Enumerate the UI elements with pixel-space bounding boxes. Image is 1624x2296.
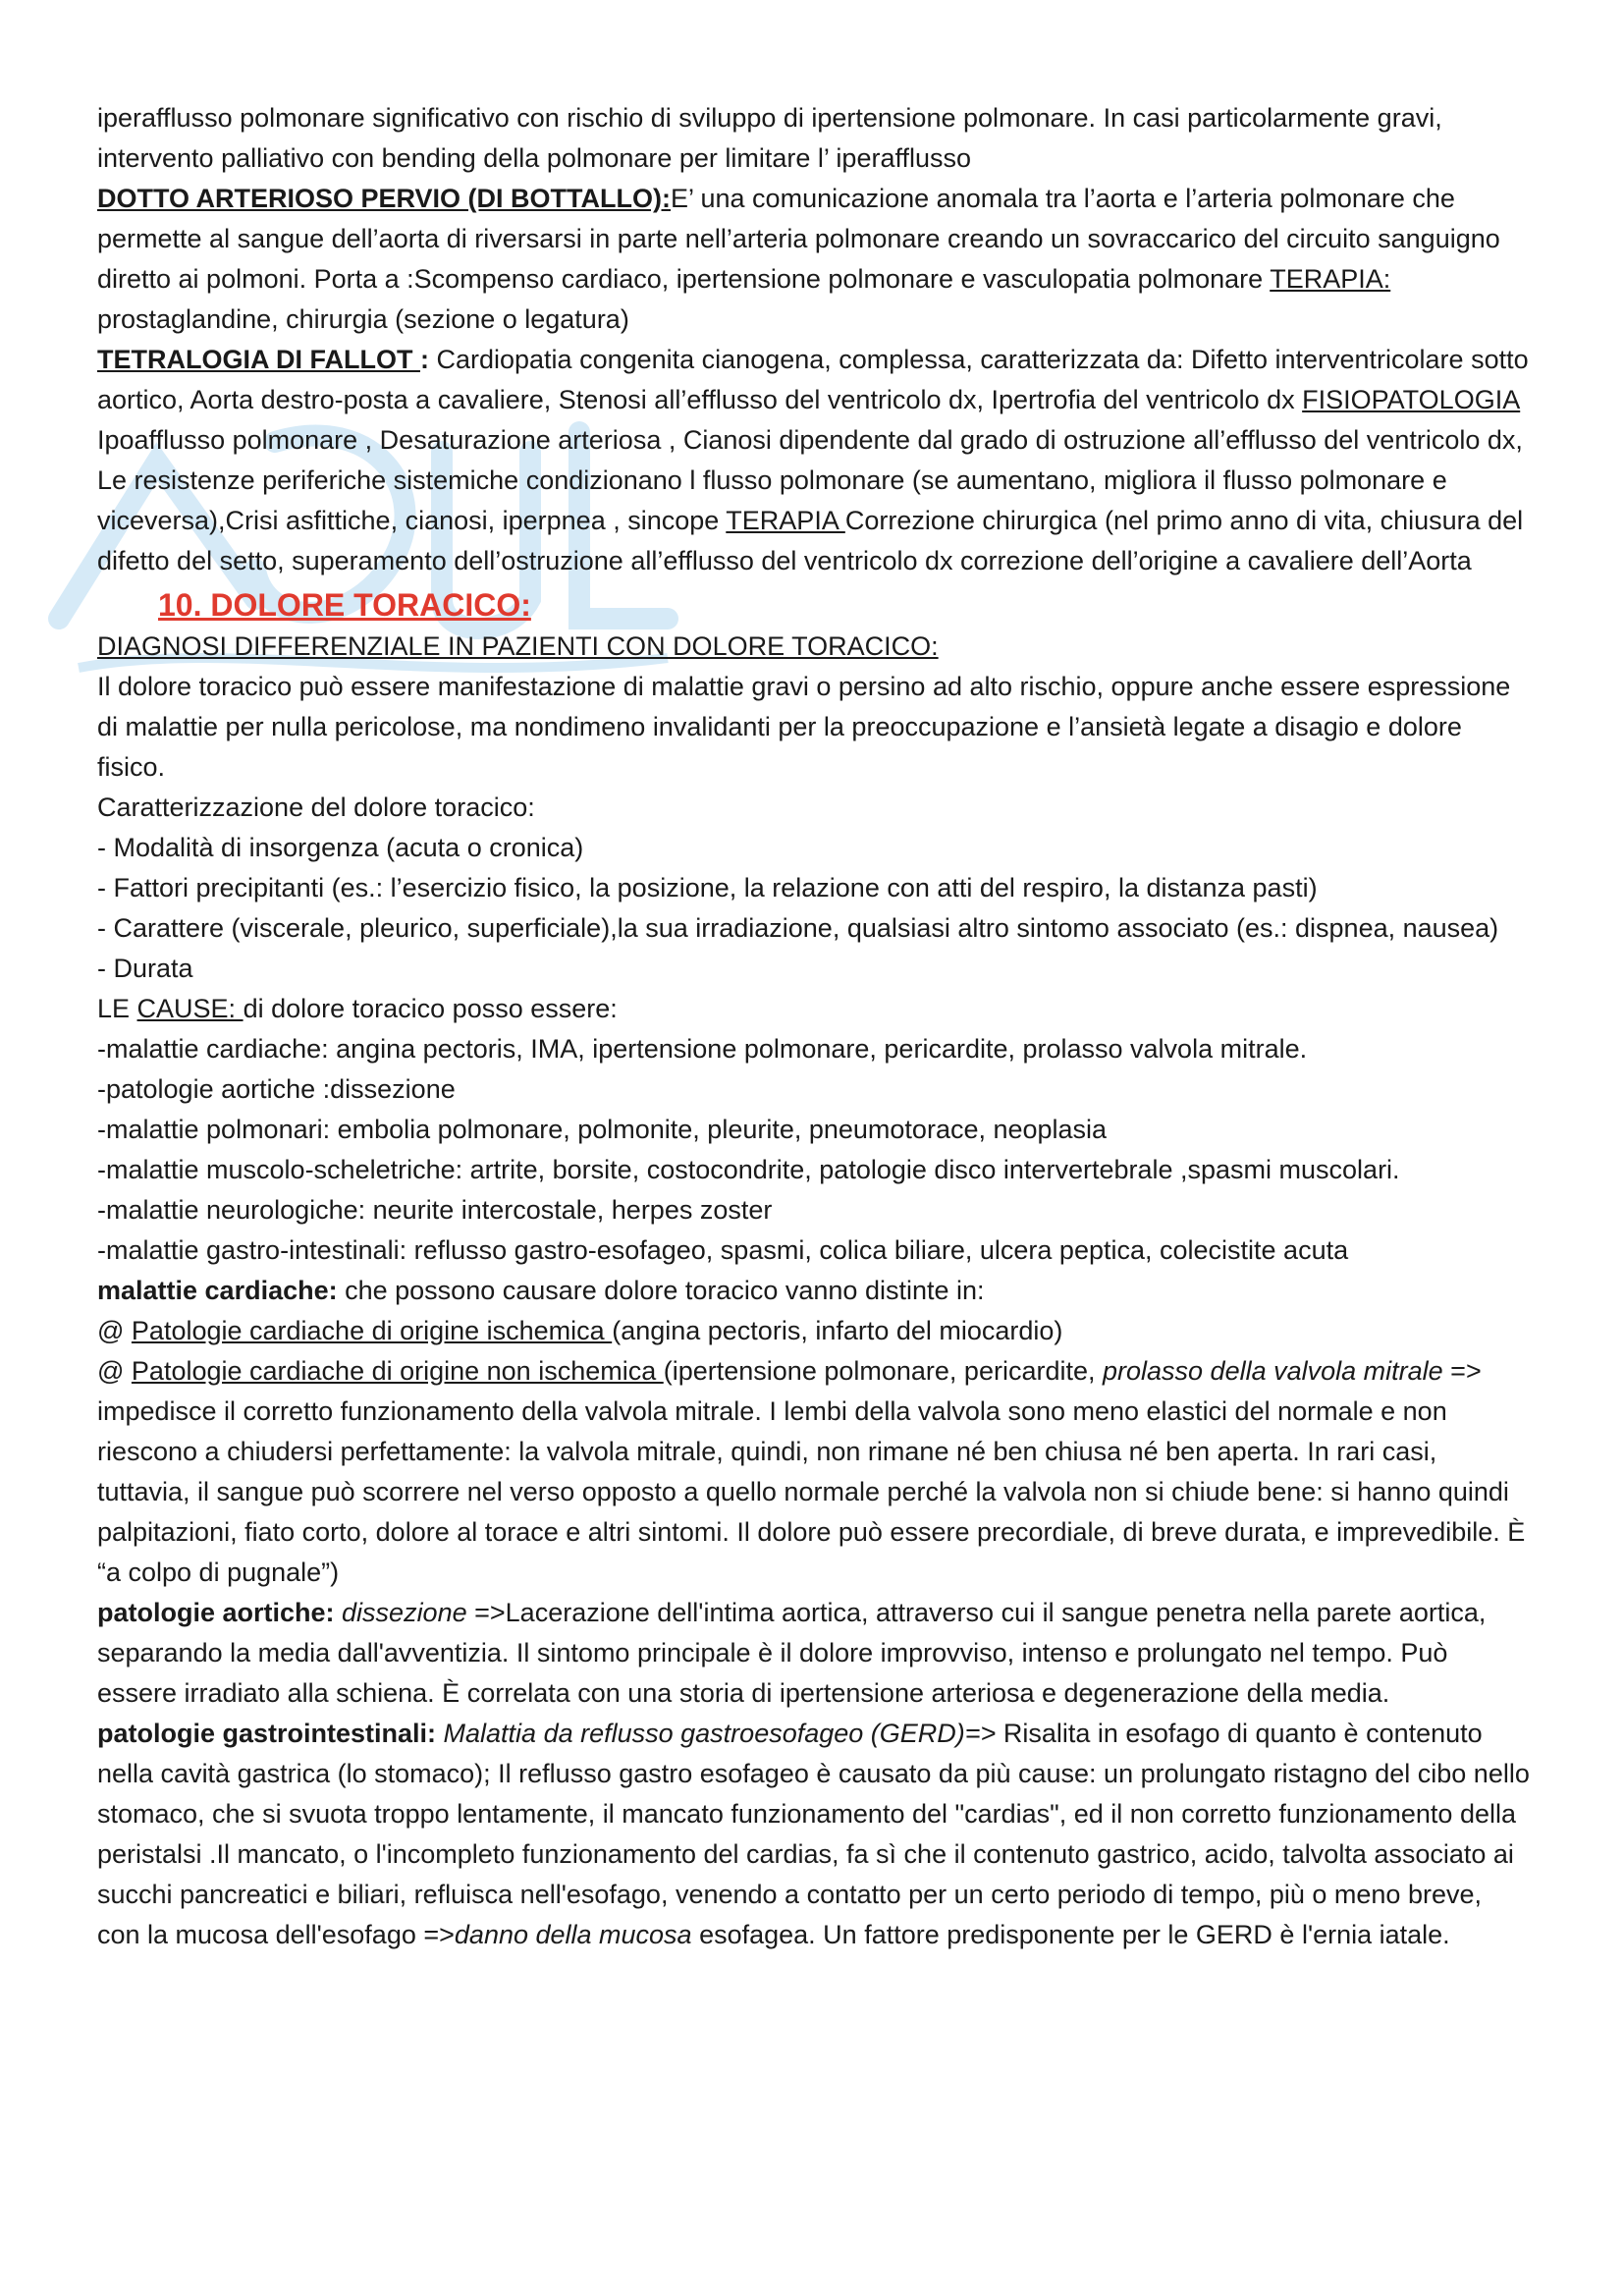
paragraph-tetralogia (97, 340, 1531, 581)
ischemica-text: (angina pectoris, infarto del miocardio) (612, 1316, 1063, 1345)
paragraph-iperafflusso (97, 98, 1531, 179)
gerd-italic: Malattia da reflusso gastroesofageo (GERD)=> (436, 1719, 997, 1748)
paragraph-gastro (97, 1714, 1531, 1955)
aortiche-label: patologie aortiche: (97, 1598, 335, 1627)
caratterizzazione-title: Caratterizzazione del dolore toracico: (97, 793, 535, 822)
tetralogia-terapia-text: Correzione chirurgica (nel primo anno di vita, chiusura del difetto del setto, superamento dell’ostruzione all’efflusso del ventricolo dx correzione dell’origine a cavaliere dell’Aorta (97, 506, 1524, 575)
caratt-item: - Carattere (viscerale, pleurico, superficiale),la sua irradiazione, qualsiasi altro sintomo associato (es.: dispnea, nausea) (97, 913, 1499, 943)
non-ischemica-text-2: => impedisce il corretto funzionamento della valvola mitrale. I lembi della valvola sono meno elastici del normale e non riescono a chiudersi perfettamente: la valvola mitrale, quindi, non rimane né ben chiusa né ben aperta. In rari casi, tuttavia, il sangue può scorrere nel verso opposto a quello normale perché la valvola non si chiude bene: si hanno quindi palpitazioni, fiato corto, dolore al torace e altri sintomi. Il dolore può essere precordiale, di breve durata, e imprevedibile. È “a colpo di pugnale”) (97, 1356, 1526, 1587)
non-ischemica-text: (ipertensione polmonare, pericardite, (663, 1356, 1103, 1386)
document-body (97, 98, 1531, 1955)
tetralogia-label: TETRALOGIA DI FALLOT (97, 345, 420, 374)
ischemica-label: Patologie cardiache di origine ischemica (131, 1316, 613, 1345)
paragraph-dotto-arterioso (97, 179, 1531, 340)
cause-item: -malattie polmonari: embolia polmonare, polmonite, pleurite, pneumotorace, neoplasia (97, 1115, 1108, 1144)
cause-item: -malattie gastro-intestinali: reflusso gastro-esofageo, spasmi, colica biliare, ulcera peptica, colecistite acuta (97, 1235, 1349, 1265)
dotto-arterioso-label: DOTTO ARTERIOSO PERVIO (DI BOTTALLO): (97, 184, 671, 213)
tetralogia-colon: : (419, 345, 437, 374)
gastro-label: patologie gastrointestinali: (97, 1719, 437, 1748)
dotto-terapia-text: prostaglandine, chirurgia (sezione o legatura) (97, 304, 629, 334)
dotto-arterioso-text: E’ una comunicazione anomala tra l’aorta e l’arteria polmonare che permette al sangue dell’aorta di riversarsi in parte nell’arteria polmonare creando un sovraccarico del circuito sanguigno diretto ai polmoni. Porta a :Scompenso cardiaco, ipertensione polmonare e vasculopatia polmonare (97, 184, 1500, 294)
at-bullet: @ (97, 1356, 132, 1386)
section-heading: 10. DOLORE TORACICO: (158, 587, 531, 623)
tetralogia-terapia-label: TERAPIA (726, 506, 845, 535)
cause-item: -malattie neurologiche: neurite intercostale, herpes zoster (97, 1195, 773, 1225)
subheading: DIAGNOSI DIFFERENZIALE IN PAZIENTI CON DOLORE TORACICO: (97, 631, 939, 661)
cardiache-label: malattie cardiache: (97, 1276, 338, 1305)
fisiopatologia-text: Ipoafflusso polmonare , Desaturazione arteriosa , Cianosi dipendente dal grado di ostruzione all’efflusso del ventricolo dx, Le resistenze periferiche sistemiche condizionano l flusso polmonare (se aumentano, migliora il flusso polmonare e viceversa),Crisi asfittiche, cianosi, iperpnea , sincope (97, 425, 1523, 535)
dotto-terapia-label: TERAPIA: (1270, 264, 1391, 294)
tetralogia-text: Cardiopatia congenita cianogena, complessa, caratterizzata da: Difetto interventricolare sotto aortico, Aorta destro-posta a cavaliere, Stenosi all’efflusso del ventricolo dx, Ipertrofia del ventricolo dx (97, 345, 1529, 414)
gastro-text-2: esofagea. Un fattore predisponente per le GERD è l'ernia iatale. (691, 1920, 1450, 1949)
at-bullet: @ (97, 1316, 132, 1345)
cardiache-text: che possono causare dolore toracico vanno distinte in: (337, 1276, 985, 1305)
paragraph-non-ischemica (97, 1351, 1531, 1593)
gastro-text: Risalita in esofago di quanto è contenuto nella cavità gastrica (lo stomaco); Il reflusso gastro esofageo è causato da più cause: un prolungato ristagno del cibo nello stomaco, che si svuota troppo lentamente, il mancato funzionamento del "cardias", ed il non corretto funzionamento della peristalsi .Il mancato, o l'incompleto funzionamento del cardias, fa sì che il contenuto gastrico, acido, talvolta associato ai succhi pancreatici e biliari, refluisca nell'esofago, venendo a contatto per un certo periodo di tempo, più o meno breve, con la mucosa dell'esofago => (97, 1719, 1530, 1949)
cause-label: CAUSE: (136, 994, 244, 1023)
paragraph-intro: Il dolore toracico può essere manifestazione di malattie gravi o persino ad alto rischio, oppure anche essere espressione di malattie per nulla pericolose, ma nondimeno invalidanti per la preoccupazione e l’ansietà legate a disagio e dolore fisico. (97, 672, 1511, 782)
dissezione-italic: dissezione (334, 1598, 475, 1627)
fisiopatologia-label: FISIOPATOLOGIA (1302, 385, 1521, 414)
paragraph-ischemica (97, 1311, 1531, 1351)
caratt-item: - Modalità di insorgenza (acuta o cronica) (97, 833, 584, 862)
non-ischemica-label: Patologie cardiache di origine non ischemica (131, 1356, 664, 1386)
cause-prefix: LE (97, 994, 137, 1023)
cause-item: -malattie cardiache: angina pectoris, IMA, ipertensione polmonare, pericardite, prolasso valvola mitrale. (97, 1034, 1308, 1064)
caratt-item: - Durata (97, 954, 193, 983)
aortiche-text: =>Lacerazione dell'intima aortica, attraverso cui il sangue penetra nella parete aortica, separando la media dall'avventizia. Il sintomo principale è il dolore improvviso, intenso e prolungato nel tempo. Può essere irradiato alla schiena. È correlata con una storia di ipertensione arteriosa e degenerazione della media. (97, 1598, 1487, 1708)
cause-text: di dolore toracico posso essere: (243, 994, 618, 1023)
paragraph-aortiche (97, 1593, 1531, 1714)
cause-item: -malattie muscolo-scheletriche: artrite, borsite, costocondrite, patologie disco intervertebrale ,spasmi muscolari. (97, 1155, 1400, 1184)
cause-line (97, 989, 1531, 1029)
p1-text: iperafflusso polmonare significativo con rischio di sviluppo di ipertensione polmonare. In casi particolarmente gravi, intervento palliativo con bending della polmonare per limitare l’ iperafflusso (97, 103, 1442, 173)
danno-italic: danno della mucosa (454, 1920, 692, 1949)
cause-item: -patologie aortiche :dissezione (97, 1074, 456, 1104)
paragraph-malattie-cardiache (97, 1271, 1531, 1311)
caratt-item: - Fattori precipitanti (es.: l’esercizio fisico, la posizione, la relazione con atti del respiro, la distanza pasti) (97, 873, 1318, 902)
prolasso-italic: prolasso della valvola mitrale (1103, 1356, 1443, 1386)
